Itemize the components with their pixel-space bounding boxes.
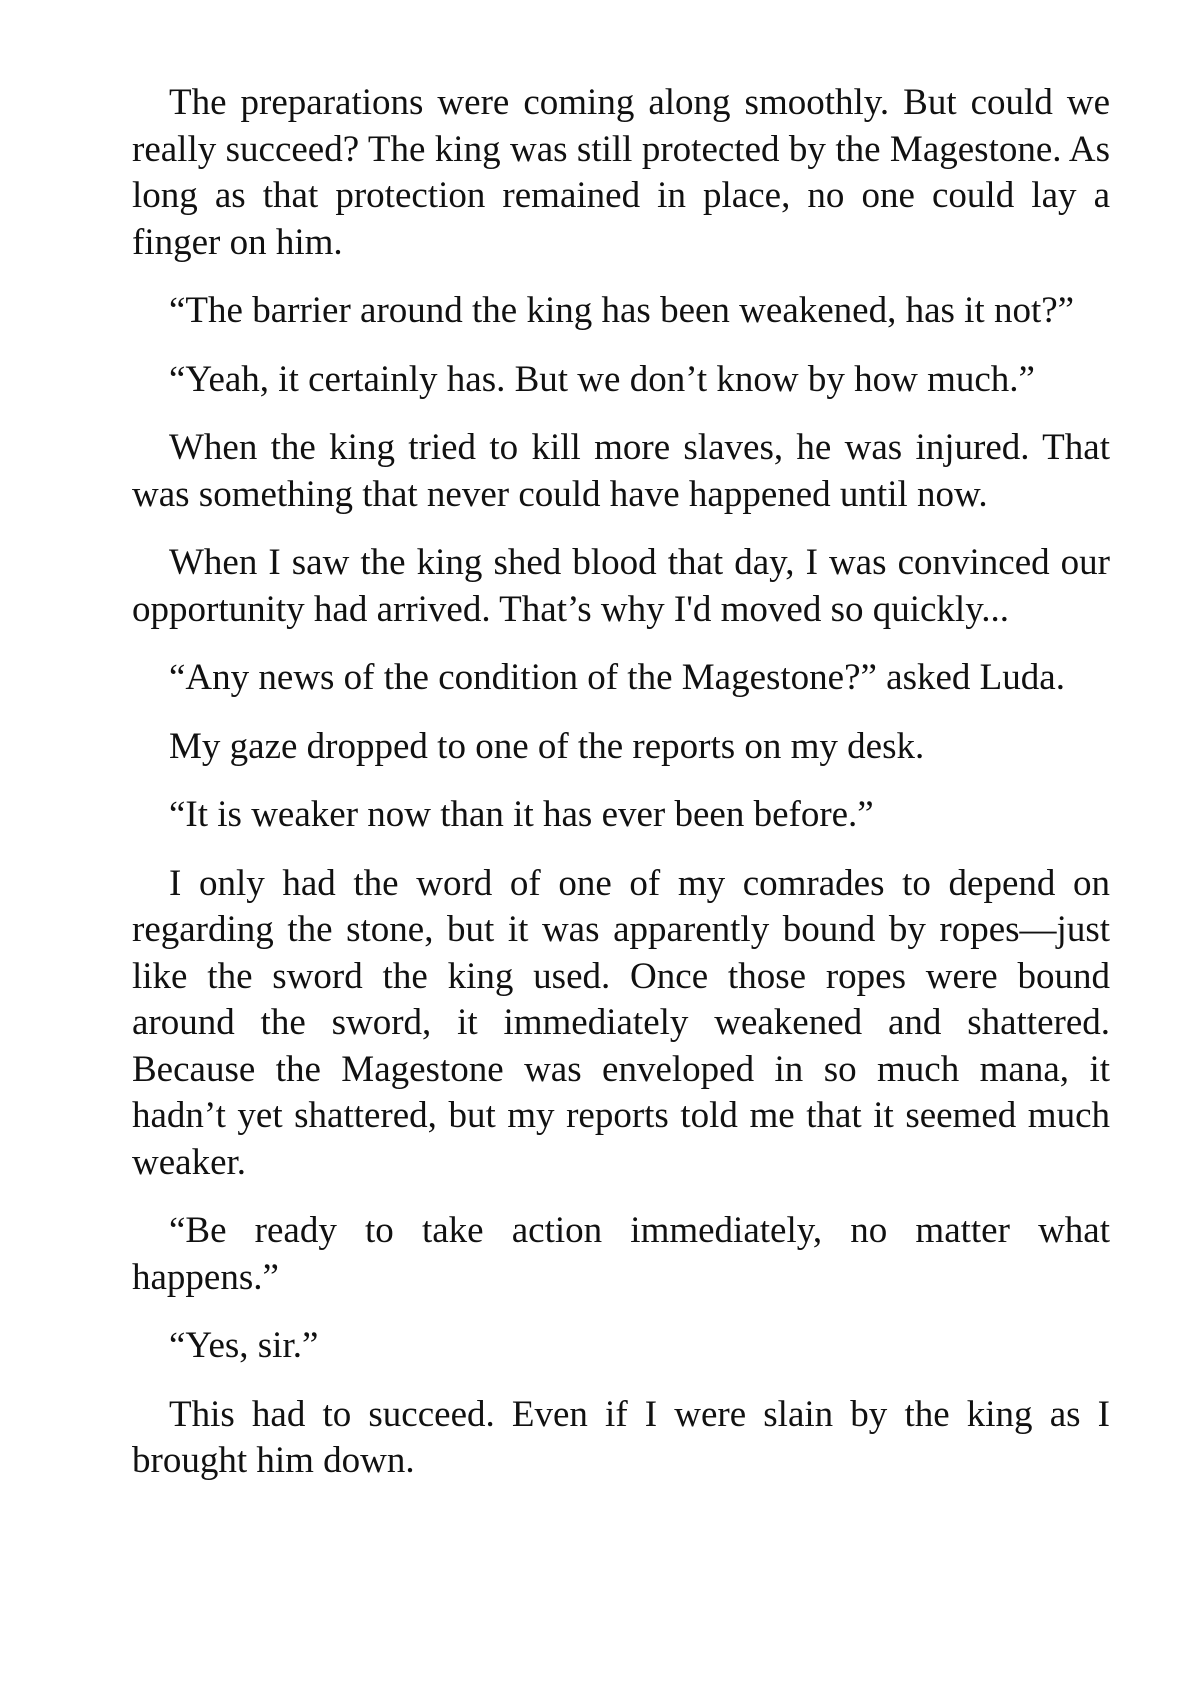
paragraph: “The barrier around the king has been weakened, has it not?”	[169, 290, 1075, 331]
paragraph: When I saw the king shed blood that day, I was convinced our opportunity had arrived. That’s why I'd moved so quickly...	[132, 542, 1110, 630]
paragraph: This had to succeed. Even if I were slain by the king as I brought him down.	[132, 1393, 1110, 1481]
paragraph: “Yeah, it certainly has. But we don’t know by how much.”	[169, 358, 1035, 400]
paragraph: When the king tried to kill more slaves, he was injured. That was something that never could have happened until now.	[132, 427, 1110, 515]
paragraph: “It is weaker now than it has ever been before.”	[169, 794, 874, 835]
paragraph: “Any news of the condition of the Magestone?” asked Luda.	[169, 657, 1065, 698]
paragraph: “Yes, sir.”	[169, 1325, 319, 1366]
paragraph: The preparations were coming along smoothly. But could we really succeed? The king was still protected by the Magestone. As long as that protection remained in place, no one could lay a finger on him.	[132, 82, 1110, 263]
book-page	[132, 80, 1110, 1507]
paragraph: My gaze dropped to one of the reports on my desk.	[169, 725, 925, 767]
paragraph: I only had the word of one of my comrades to depend on regarding the stone, but it was apparently bound by ropes—just like the sword the king used. Once those ropes were bound around the sword, it immediately weakened and shattered. Because the Magestone was enveloped in so much mana, it hadn’t yet shattered, but my reports told me that it seemed much weaker.	[132, 862, 1110, 1183]
paragraph: “Be ready to take action immediately, no matter what happens.”	[132, 1210, 1110, 1298]
